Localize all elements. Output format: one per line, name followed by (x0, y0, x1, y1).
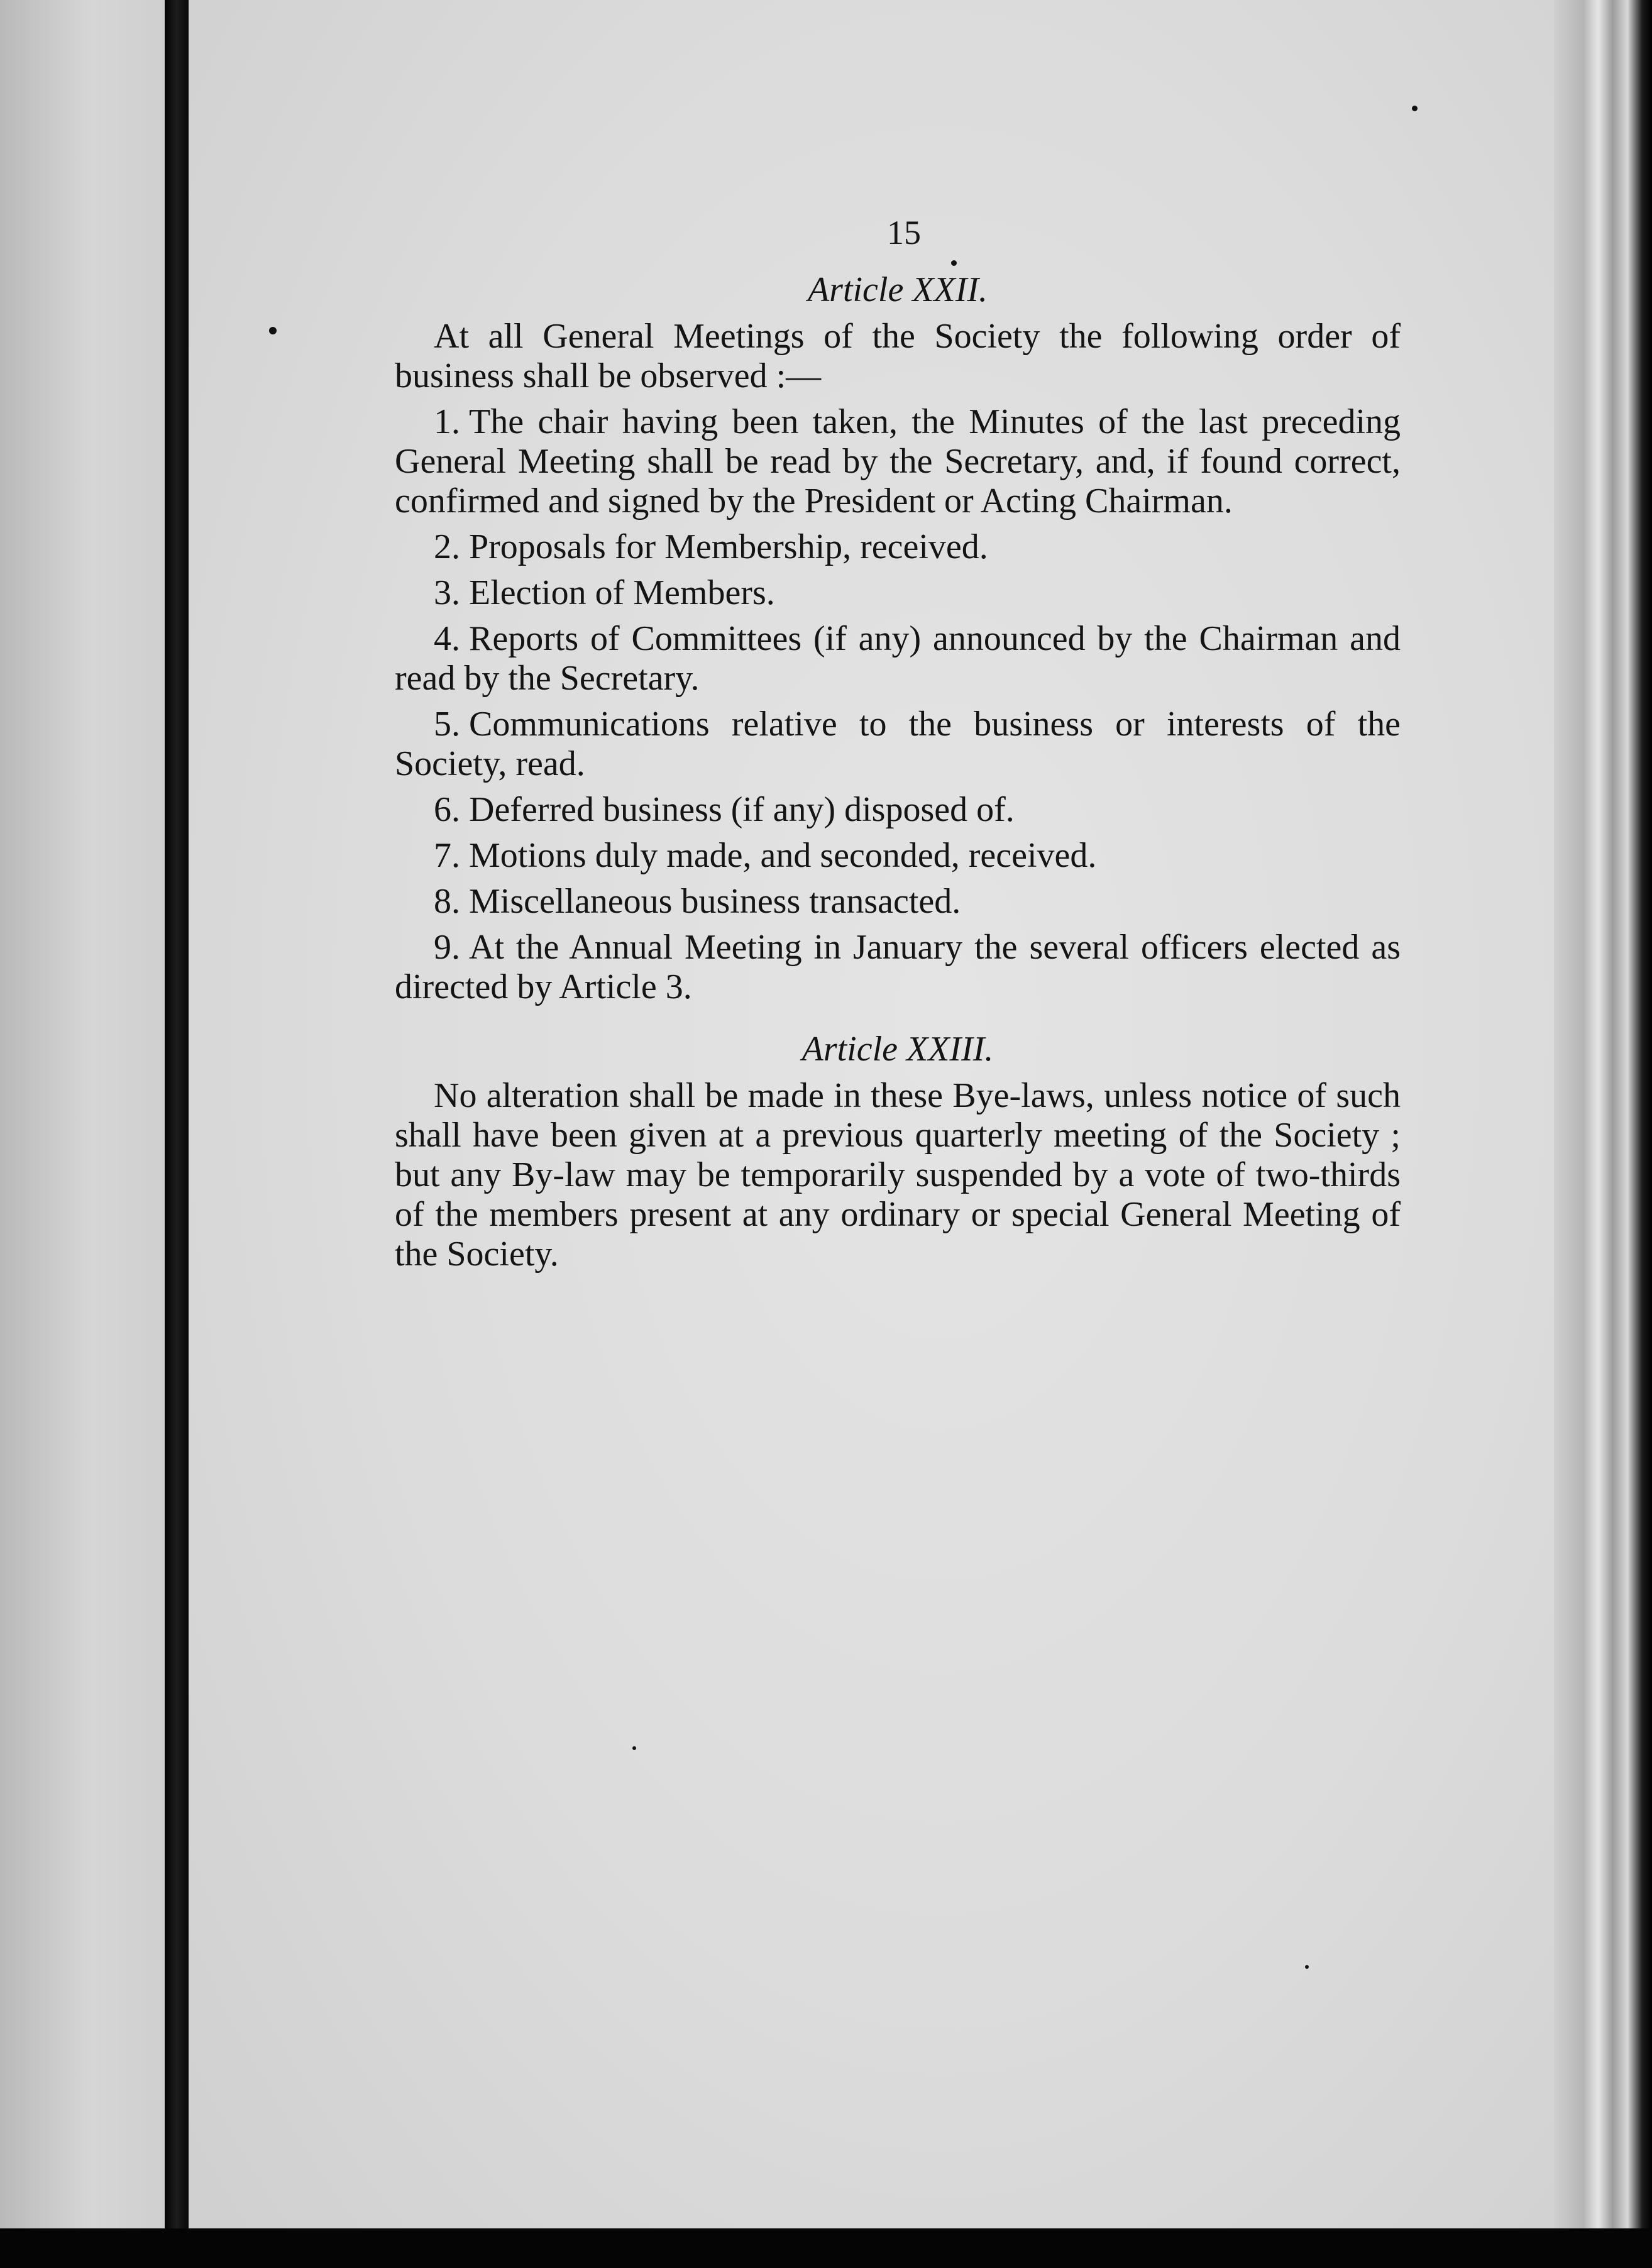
list-item (395, 619, 1401, 698)
item-text: Proposals for Membership, received. (469, 527, 988, 566)
list-item (395, 705, 1401, 784)
ink-speck (1412, 106, 1418, 111)
item-text: At the Annual Meeting in January the several officers elected as directed by Article 3. (395, 928, 1401, 1006)
item-number: 5. (434, 705, 460, 744)
item-text: Motions duly made, and seconded, received. (469, 836, 1097, 875)
left-page-edge (0, 0, 165, 2268)
list-item (395, 402, 1401, 521)
item-number: 2. (434, 527, 460, 566)
page-text (395, 214, 1401, 1280)
binding-gutter (165, 0, 189, 2268)
item-number: 9. (434, 928, 460, 967)
list-item (395, 882, 1401, 922)
item-number: 7. (434, 836, 460, 875)
list-item (395, 790, 1401, 830)
item-text: The chair having been taken, the Minutes of the last preceding General Meeting shall be read by the Secretary, and, if found correct, confirmed and signed by the President or Acting Chairman. (395, 402, 1401, 520)
list-item (395, 573, 1401, 613)
item-text: Election of Members. (469, 573, 775, 612)
item-number: 1. (434, 402, 460, 441)
page-number: 15 (887, 214, 921, 251)
ink-speck (269, 327, 277, 334)
ink-speck (1305, 1965, 1309, 1969)
article-xxii (395, 269, 1401, 1007)
ink-speck (632, 1746, 636, 1750)
item-number: 8. (434, 882, 460, 921)
item-number: 4. (434, 619, 460, 658)
article-heading: Article XXII. (807, 270, 988, 309)
list-item (395, 527, 1401, 567)
item-text: Reports of Committees (if any) announced by the Chairman and read by the Secretary. (395, 619, 1401, 698)
article-xxiii (395, 1028, 1401, 1274)
item-text: Miscellaneous business transacted. (469, 882, 961, 921)
list-item (395, 836, 1401, 876)
bottom-scan-border (0, 2228, 1652, 2268)
list-item (395, 928, 1401, 1007)
article-intro: At all General Meetings of the Society the following order of business shall be observed :— (395, 317, 1401, 395)
item-text: Communications relative to the business or interests of the Society, read. (395, 705, 1401, 783)
article-heading: Article XXIII. (801, 1030, 994, 1069)
item-text: Deferred business (if any) disposed of. (469, 790, 1015, 829)
item-number: 6. (434, 790, 460, 829)
article-body: No alteration shall be made in these Bye-laws, unless notice of such shall have been given at a previous quarterly meeting of the Society ; but any By-law may be temporarily suspended by a vote of two-thirds of the members present at any ordinary or special General Meeting of the Society. (395, 1076, 1401, 1274)
item-number: 3. (434, 573, 460, 612)
right-page-edge (1554, 0, 1652, 2268)
